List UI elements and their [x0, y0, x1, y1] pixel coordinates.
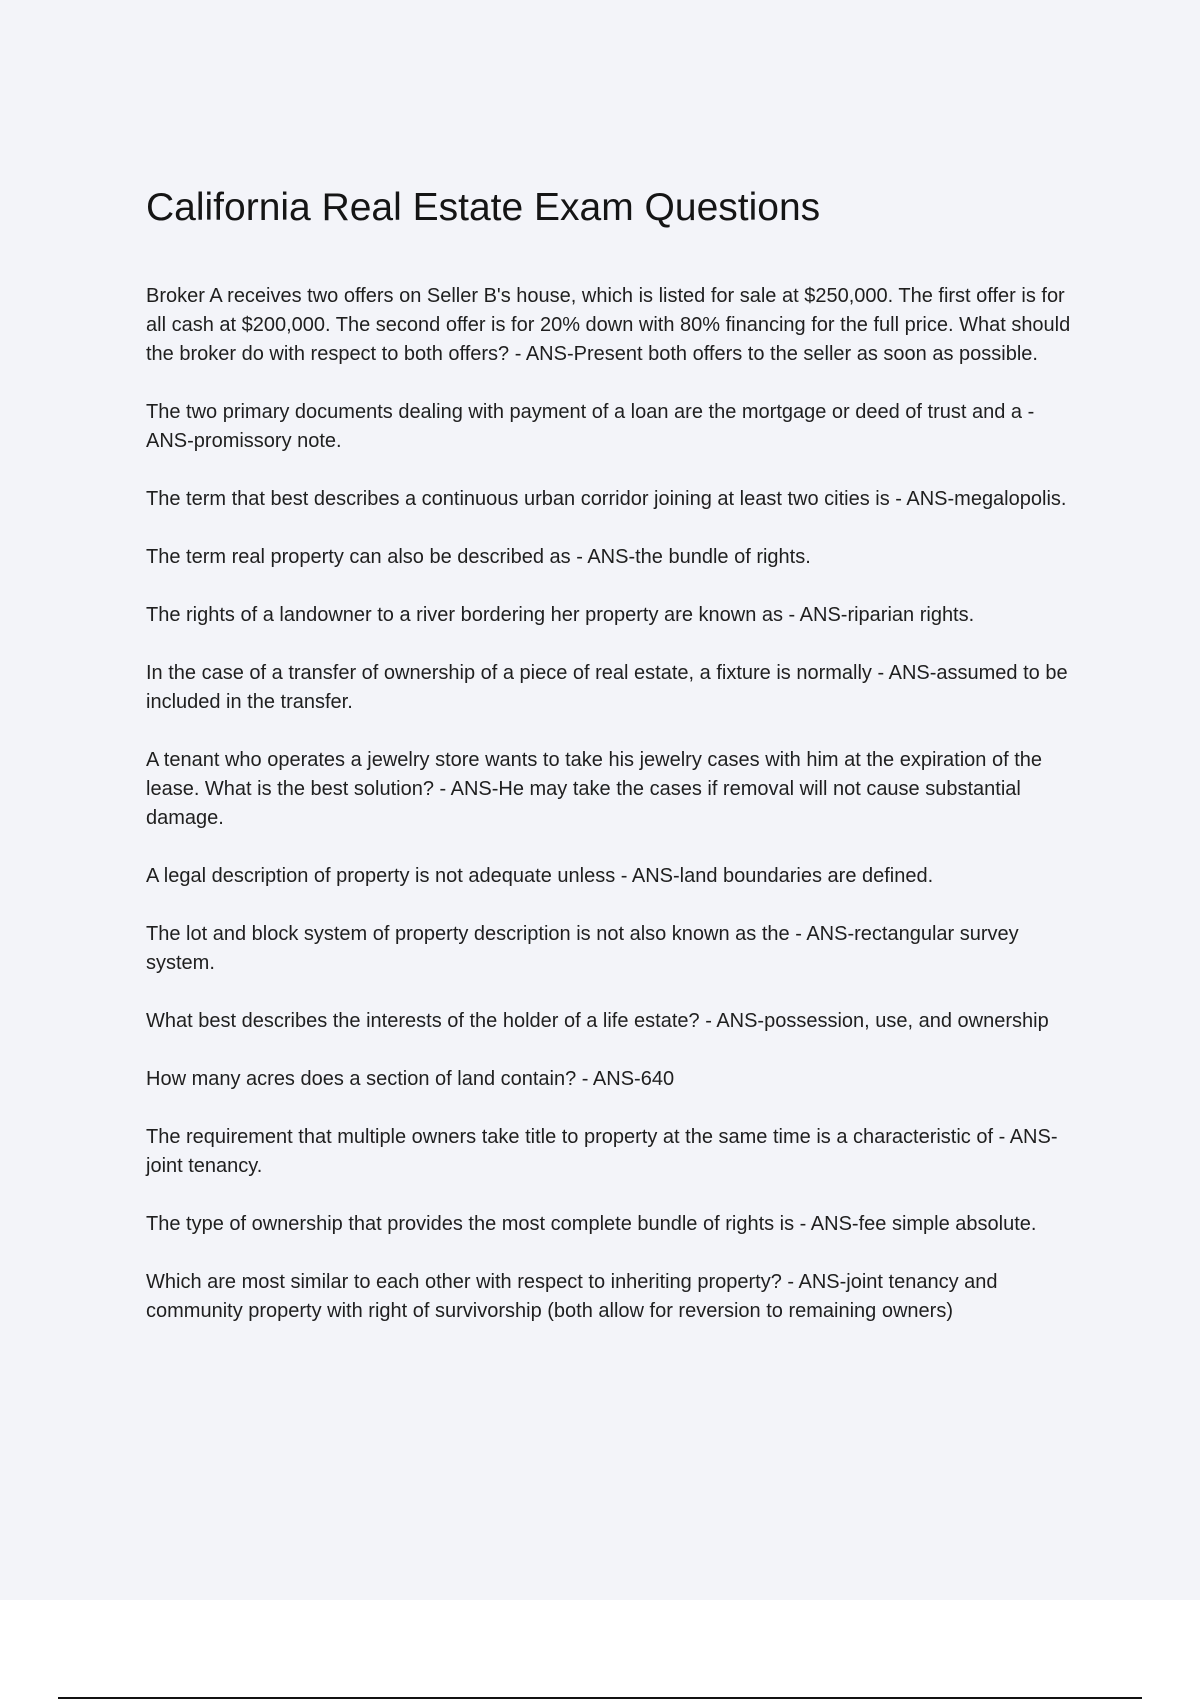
- question-answer-item: The term real property can also be described as - ANS-the bundle of rights.: [146, 546, 811, 568]
- question-answer-item: The two primary documents dealing with payment of a loan are the mortgage or deed of trust and a - ANS-promissory note.: [146, 401, 1035, 452]
- question-answer-item: The type of ownership that provides the most complete bundle of rights is - ANS-fee simple absolute.: [146, 1213, 1037, 1235]
- document-content: [146, 186, 1086, 1355]
- question-answer-item: Broker A receives two offers on Seller B's house, which is listed for sale at $250,000. The first offer is for all cash at $200,000. The second offer is for 20% down with 80% financing for the full price. What should the broker do with respect to both offers? - ANS-Present both offers to the seller as soon as possible.: [146, 285, 1071, 365]
- question-answer-item: The term that best describes a continuous urban corridor joining at least two cities is - ANS-megalopolis.: [146, 488, 1067, 510]
- question-answer-item: The requirement that multiple owners take title to property at the same time is a characteristic of - ANS-joint tenancy.: [146, 1126, 1058, 1177]
- question-answer-item: How many acres does a section of land contain? - ANS-640: [146, 1068, 675, 1090]
- document-title: California Real Estate Exam Questions: [146, 186, 821, 229]
- question-answer-item: The rights of a landowner to a river bordering her property are known as - ANS-riparian rights.: [146, 604, 975, 626]
- question-answer-item: What best describes the interests of the holder of a life estate? - ANS-possession, use, and ownership: [146, 1010, 1049, 1032]
- question-answer-item: Which are most similar to each other with respect to inheriting property? - ANS-joint tenancy and community property with right of survivorship (both allow for reversion to remaining owners): [146, 1271, 998, 1322]
- question-answer-item: The lot and block system of property description is not also known as the - ANS-rectangular survey system.: [146, 923, 1019, 974]
- question-answer-item: A legal description of property is not adequate unless - ANS-land boundaries are defined.: [146, 865, 934, 887]
- question-answer-item: A tenant who operates a jewelry store wants to take his jewelry cases with him at the expiration of the lease. What is the best solution? - ANS-He may take the cases if removal will not cause substantial damage.: [146, 749, 1043, 829]
- question-answer-item: In the case of a transfer of ownership of a piece of real estate, a fixture is normally - ANS-assumed to be included in the transfer.: [146, 662, 1068, 713]
- footer-divider: [58, 1697, 1142, 1699]
